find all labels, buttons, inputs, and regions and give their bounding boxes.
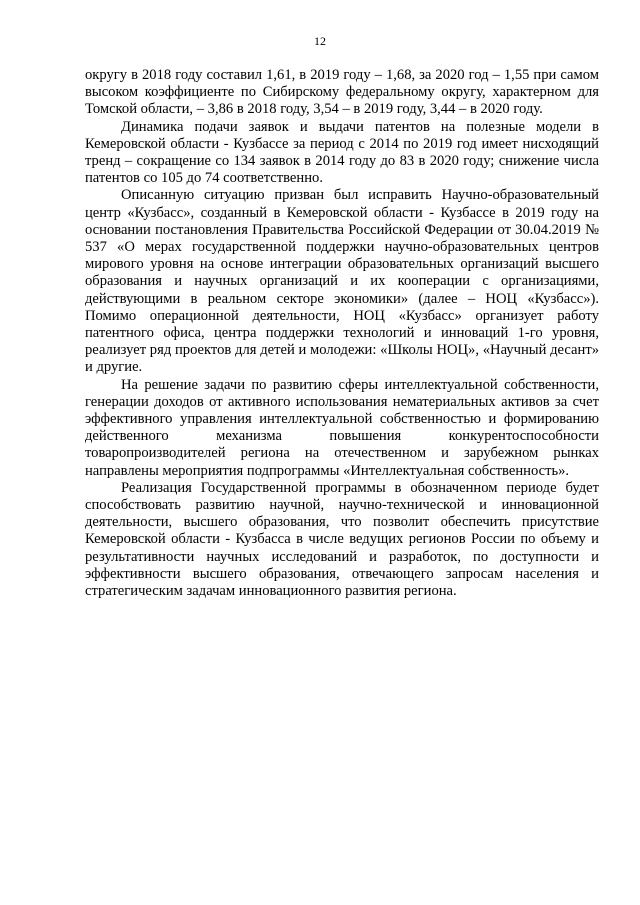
paragraph-continuation: округу в 2018 году составил 1,61, в 2019 году – 1,68, за 2020 год – 1,55 при самом высоком коэффициенте по Сибирскому федеральному округу, характерном для Томской области, – 3,86 в 2018 году, 3,54 – в 2019 году, 3,44 – в 2020 году. [85,67,599,118]
page-number: 12 [314,34,326,48]
paragraph-noc-kuzbass: Описанную ситуацию призван был исправить Научно-образовательный центр «Кузбасс», созданный в Кемеровской области - Кузбассе в 2019 году на основании постановления Правительства Российской Федерации от 30.04.2019 № 537 «О мерах государственной поддержки научно-образовательных центров мирового уровня на основе интеграции образовательных организаций высшего образования и научных организаций и их кооперации с организациями, действующими в реальном секторе экономики» (далее – НОЦ «Кузбасс»). Помимо операционной деятельности, НОЦ «Кузбасс» организует работу патентного офиса, центра поддержки технологий и инноваций 1-го уровня, реализует ряд проектов для детей и молодежи: «Школы НОЦ», «Научный десант» и другие. [85,187,599,376]
paragraph-intellectual-property: На решение задачи по развитию сферы интеллектуальной собственности, генерации доходов от активного использования нематериальных активов за счет эффективного управления интеллектуальной собственностью и формированию действенного механизма повышения конкурентоспособности товаропроизводителей региона на отечественном и зарубежном рынках направлены мероприятия подпрограммы «Интеллектуальная собственность». [85,376,599,479]
paragraph-utility-models: Динамика подачи заявок и выдачи патентов на полезные модели в Кемеровской области - Кузбассе за период с 2014 по 2019 год имеет нисходящий тренд – сокращение со 134 заявок в 2014 году до 83 в 2020 году; снижение числа патентов со 105 до 74 соответственно. [85,118,599,187]
document-body [85,67,599,600]
paragraph-state-program: Реализация Государственной программы в обозначенном периоде будет способствовать развитию научной, научно-технической и инновационной деятельности, высшего образования, что позволит обеспечить присутствие Кемеровской области - Кузбасса в числе ведущих регионов России по объему и результативности научных исследований и разработок, по доступности и эффективности высшего образования, отвечающего запросам населения и стратегическим задачам инновационного развития региона. [85,479,599,600]
